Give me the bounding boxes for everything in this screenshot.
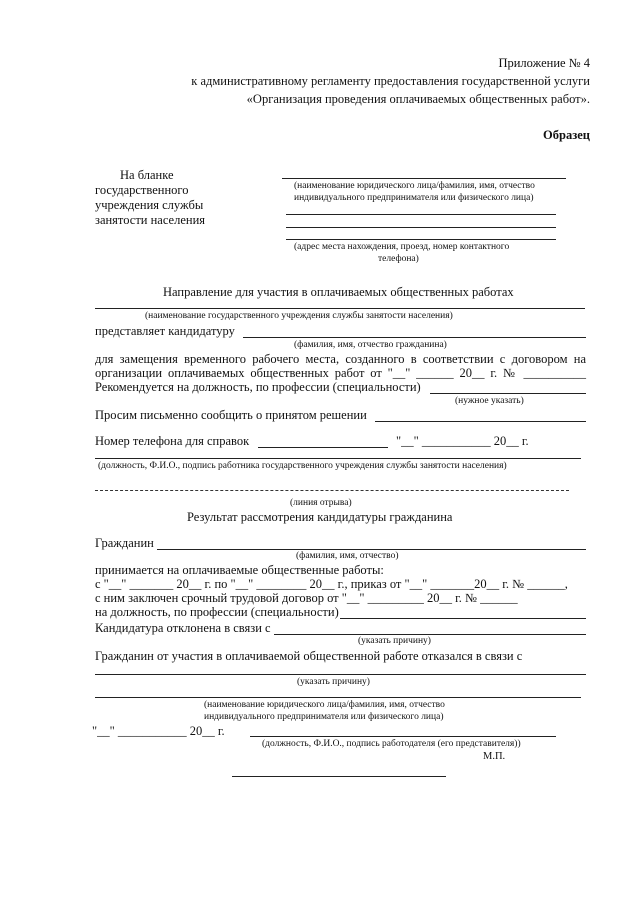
employee-signature-hint: (должность, Ф.И.О., подпись работника государственного учреждения службы занятости населения) [98, 461, 507, 471]
employer-name-line [95, 697, 581, 698]
sample-label-text: Образец [543, 128, 590, 142]
phone-line [258, 447, 388, 448]
blank-line-2: государственного [95, 183, 189, 197]
final-signature-line [232, 776, 446, 777]
rejected-label: Кандидатура отклонена в связи с [95, 621, 271, 635]
position-label: на должность, по профессии (специальности) [95, 605, 339, 619]
citizen-label: Гражданин [95, 536, 154, 550]
replace-line-1: для замещения временного рабочего места, созданного в соответствии с договором на [95, 352, 586, 366]
regulation-line: к административному регламенту предоставления государственной услуги [191, 74, 590, 88]
phone-label: Номер телефона для справок [95, 434, 250, 448]
sample-label [450, 128, 590, 142]
refused-reason-hint: (указать причину) [297, 677, 370, 687]
request-line [375, 421, 586, 422]
candidate-hint: (фамилия, имя, отчество гражданина) [294, 340, 447, 350]
institution-hint: (наименование государственного учреждения службы занятости населения) [145, 311, 453, 321]
contract-line: с ним заключен срочный трудовой договор от "__" _________ 20__ г. № ______ [95, 591, 518, 605]
presents-candidate-label: представляет кандидатуру [95, 324, 235, 338]
citizen-line [157, 549, 586, 550]
blank-line-4: занятости населения [95, 213, 206, 227]
candidate-line [243, 337, 586, 338]
tear-line [95, 490, 569, 491]
address-hint-1: (адрес места нахождения, проезд, номер контактного [294, 242, 510, 252]
employer-hint-1: (наименование юридического лица/фамилия, имя, отчество [204, 700, 445, 710]
refused-label: Гражданин от участия в оплачиваемой общественной работе отказался в связи с [95, 649, 523, 663]
refused-reason-line [95, 674, 586, 675]
employer-signature-hint: (должность, Ф.И.О., подпись работодателя (его представителя)) [262, 739, 521, 749]
accepted-label: принимается на оплачиваемые общественные работы: [95, 563, 384, 577]
addressee-name-hint-1: (наименование юридического лица/фамилия, имя, отчество [294, 181, 535, 191]
stamp-label: М.П. [483, 751, 506, 762]
employer-hint-2: индивидуального предпринимателя или физического лица) [204, 712, 444, 722]
rejected-reason-hint: (указать причину) [358, 636, 431, 646]
recommended-label: Рекомендуется на должность, по профессии (специальности) [95, 380, 421, 394]
period-line: с "__" _______ 20__ г. по "__" ________ 20__ г., приказ от "__" _______20__ г. № ______, [95, 577, 568, 591]
address-hint-2: телефона) [378, 254, 419, 264]
specify-hint: (нужное указать) [455, 396, 524, 406]
addressee-name-line [282, 178, 566, 179]
result-date: "__" ___________ 20__ г. [92, 724, 225, 738]
employer-signature-line [250, 736, 556, 737]
citizen-hint: (фамилия, имя, отчество) [296, 551, 399, 561]
rejected-reason-line [274, 634, 586, 635]
direction-title: Направление для участия в оплачиваемых общественных работах [163, 285, 514, 299]
institution-line [95, 308, 585, 309]
address-line-3 [286, 239, 556, 240]
request-label: Просим письменно сообщить о принятом решении [95, 408, 367, 422]
recommended-line [430, 393, 586, 394]
address-line-2 [286, 227, 556, 228]
appendix-number: Приложение № 4 [498, 56, 590, 70]
service-name-line: «Организация проведения оплачиваемых общественных работ». [246, 92, 590, 106]
replace-line-2: организации оплачиваемых общественных работ от "__" ______ 20__ г. № __________ [95, 366, 586, 380]
position-line [340, 618, 586, 619]
blank-line-1: На бланке [120, 168, 174, 182]
blank-line-3: учреждения службы [95, 198, 204, 212]
employee-signature-line [95, 458, 581, 459]
address-line-1 [286, 214, 556, 215]
result-title: Результат рассмотрения кандидатуры гражданина [187, 510, 453, 524]
phone-date: "__" ___________ 20__ г. [396, 434, 529, 448]
tear-line-label: (линия отрыва) [290, 498, 352, 508]
addressee-name-hint-2: индивидуального предпринимателя или физического лица) [294, 193, 534, 203]
